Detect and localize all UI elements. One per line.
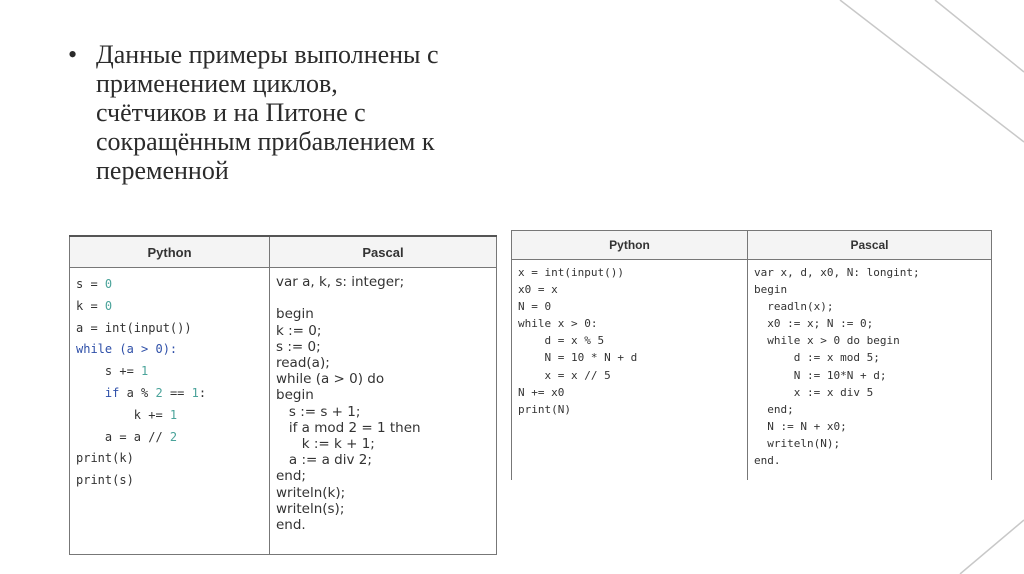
code-line: writeln(k); [276, 484, 346, 501]
code-line: N += x0 [518, 385, 565, 399]
pascal-header: Pascal [748, 231, 992, 260]
code-line: end; [276, 468, 306, 485]
code-line: x0 := x; N := 0; [754, 317, 874, 331]
pascal-code-cell [748, 260, 992, 481]
python-header: Python [512, 231, 748, 260]
code-line: end. [754, 454, 781, 468]
code-line: s := 0; [276, 338, 321, 355]
code-line: end; [754, 402, 794, 416]
code-line: s := s + 1; [276, 403, 361, 420]
python-code [70, 268, 269, 492]
code-line: print(N) [518, 402, 571, 416]
code-line: begin [276, 306, 314, 323]
code-line: x0 = x [518, 283, 558, 297]
code-comparison-table-2 [511, 230, 992, 480]
code-line: x = x // 5 [518, 368, 611, 382]
code-line: s = 0 [76, 277, 113, 291]
bullet-line: переменной [96, 156, 229, 185]
code-line: while x > 0 do begin [754, 334, 900, 348]
code-line: k += 1 [76, 407, 178, 422]
pascal-header: Pascal [270, 236, 497, 268]
code-line: print(k) [76, 451, 134, 466]
code-line: while (a > 0) do [276, 371, 385, 388]
code-line: if a % 2 == 1: [104, 385, 207, 400]
pascal-code-cell [270, 268, 497, 555]
code-line: readln(x); [754, 300, 834, 314]
code-line: x := x div 5 [754, 385, 874, 399]
code-line: while (a > 0): [76, 342, 178, 357]
code-line: end. [276, 517, 306, 534]
python-code-cell [70, 268, 270, 555]
code-line: begin [276, 387, 314, 404]
bullet-dot: • [68, 40, 78, 69]
code-line: print(s) [76, 473, 134, 488]
code-line: while x > 0: [518, 317, 598, 331]
code-line: var x, d, x0, N: longint; [754, 266, 920, 279]
python-header: Python [70, 236, 270, 268]
bullet-line: счётчиков и на Питоне с [96, 98, 366, 127]
code-line: read(a); [276, 355, 330, 372]
python-code [512, 260, 747, 418]
code-line: writeln(s); [276, 500, 345, 517]
code-line: N := N + x0; [754, 419, 847, 433]
code-line: k := k + 1; [276, 436, 375, 453]
code-line: a := a div 2; [276, 452, 372, 469]
code-comparison-table-1 [69, 235, 497, 555]
code-line: d = x % 5 [518, 334, 605, 348]
bullet-line: сокращённым прибавлением к [96, 127, 435, 156]
code-line: d := x mod 5; [754, 351, 880, 365]
code-line: N := 10*N + d; [754, 368, 887, 382]
code-line [276, 290, 496, 306]
code-line: writeln(N); [754, 436, 841, 450]
code-line: N = 0 [518, 300, 552, 314]
code-line: x = int(input()) [518, 266, 624, 279]
python-code-cell [512, 260, 748, 481]
code-line: begin [754, 283, 788, 297]
code-line: var a, k, s: integer; [276, 274, 405, 290]
code-line: k = 0 [76, 298, 113, 313]
bullet-line: применением циклов, [96, 69, 338, 98]
code-line: k := 0; [276, 322, 322, 339]
code-line: N = 10 * N + d [518, 351, 638, 365]
pascal-code [748, 260, 991, 469]
bullet-paragraph [68, 40, 508, 185]
bullet-line: Данные примеры выполнены с [96, 40, 439, 69]
code-line: if a mod 2 = 1 then [276, 419, 421, 436]
code-line: a = a // 2 [76, 429, 178, 444]
code-line: a = int(input()) [76, 320, 192, 335]
code-line: s += 1 [76, 364, 149, 379]
bullet-text [96, 40, 508, 185]
pascal-code [270, 268, 496, 533]
